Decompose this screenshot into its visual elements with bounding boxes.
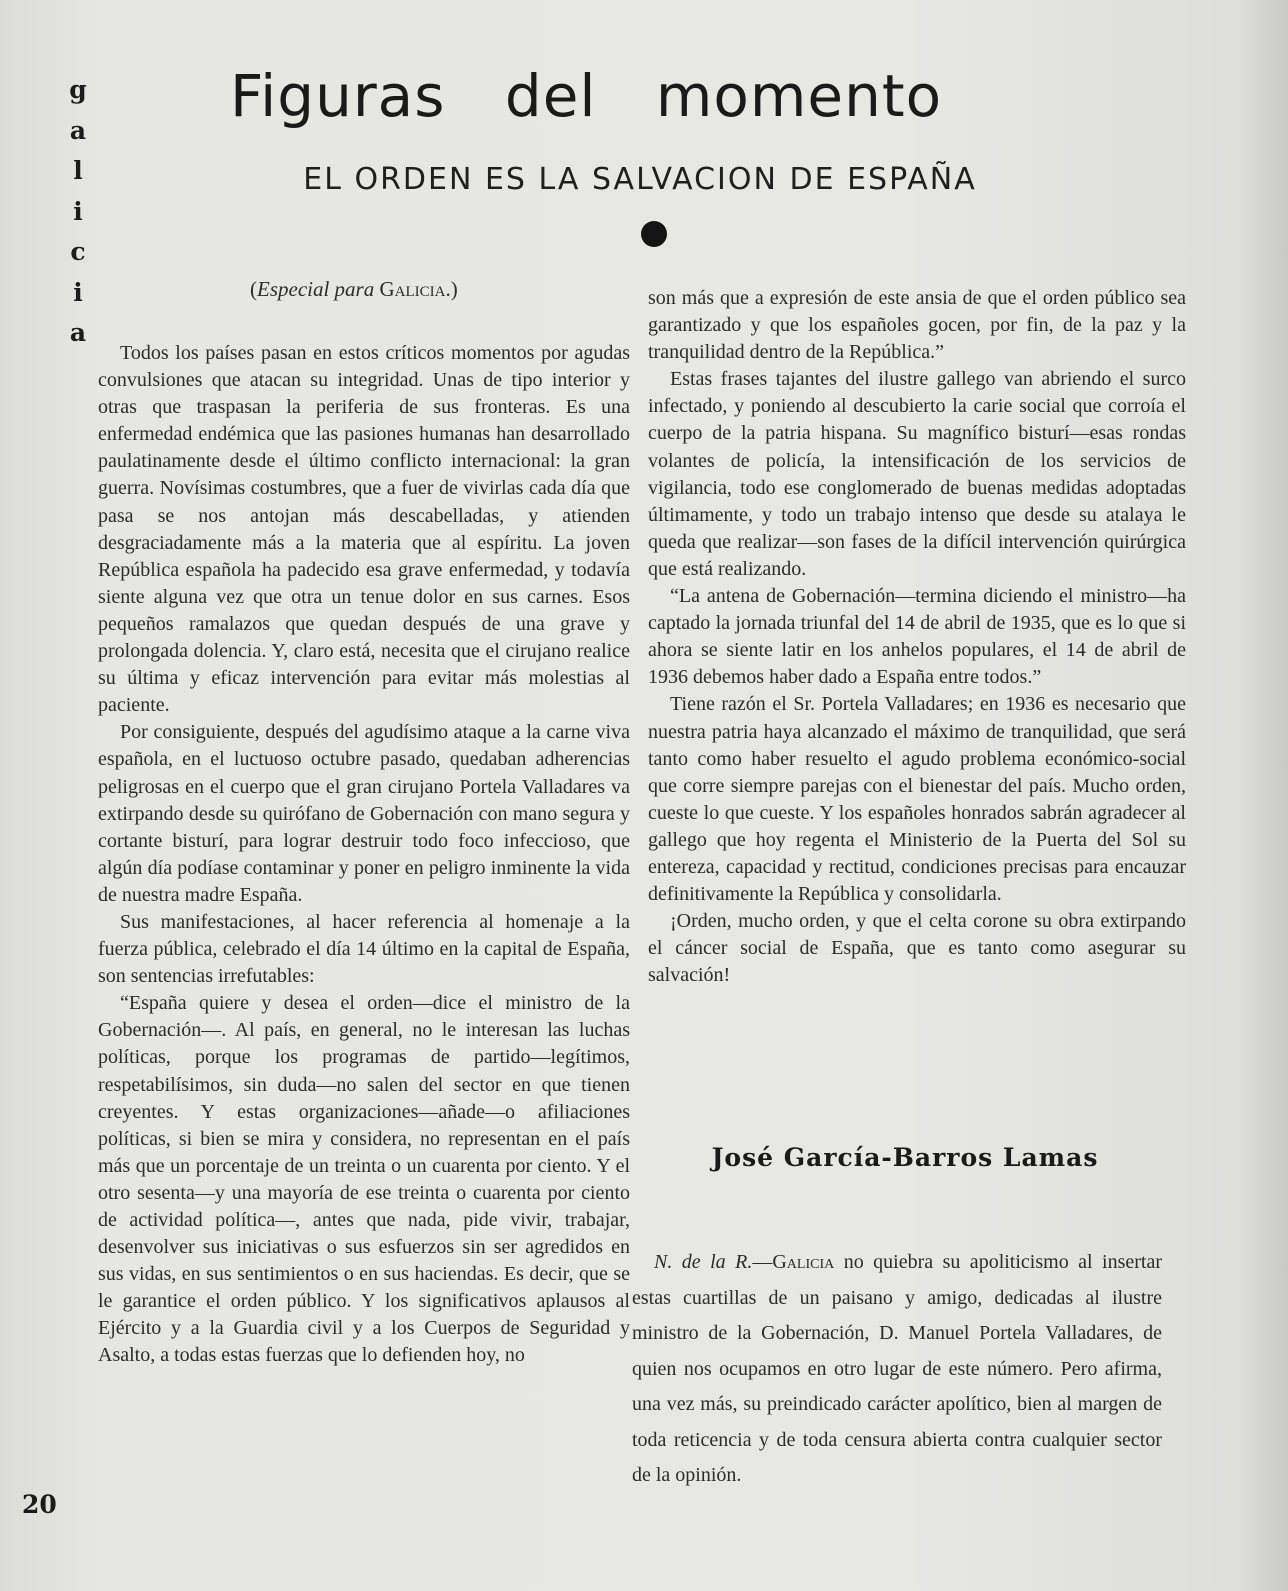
article-paragraph: son más que a expresión de este ansia de que el orden público sea garantizado y que los españoles gocen, por fin, de la paz y la tranquilidad dentro de la República.” [648, 287, 1186, 364]
masthead-letter: g [69, 75, 87, 104]
vertical-masthead [64, 70, 92, 354]
article-paragraph: “España quiere y desea el orden—dice el ministro de la Gobernación—. Al país, en general, no le interesan las luchas políticas, porque los programas de partido—legítimos, respetabilísimos, sin duda—no salen del sector en que tienen creyentes. Y estas organizaciones—añade—o afiliaciones políticas, si bien se mira y considera, no representan en el país más que un porcentaje de un treinta o un cuarenta por ciento. Y el otro sesenta—y una mayoría de ese treinta o cuarenta por ciento de actividad política—, antes que nada, pide vivir, trabajar, desenvolver sus iniciativas o sus esfuerzos sin ser agredidos en sus vidas, en sus sentimientos o en sus haciendas. Es decir, que se le garantice el orden público. Y los significativos aplausos al Ejército y a la Guardia civil y a los Cuerpos de Seguridad y Asalto, a todas estas fuerzas que lo defienden hoy, no [98, 992, 630, 1367]
dateline: (Especial para Galicia.) [250, 277, 458, 301]
editor-note-text: no quiebra su apoliticismo al insertar estas cuartillas de un paisano y amigo, dedicadas al ilustre ministro de la Gobernación, D. Manuel Portela Valladares, de quien nos ocupamos en otro lugar de este número. Pero afirma, una vez más, su preindicado carácter apolítico, bien al margen de toda reticencia y de toda censura abierta contra cualquier sector de la opinión. [632, 1251, 1162, 1486]
article-column-right [648, 285, 1186, 989]
author-signature: José García-Barros Lamas [711, 1143, 1099, 1172]
editor-note-label: N. de la R. [654, 1251, 753, 1273]
article-paragraph: Tiene razón el Sr. Portela Valladares; en 1936 es necesario que nuestra patria haya alcanzado el máximo de tranquilidad, que será tanto como haber resuelto el agudo problema económico-social que corre siempre parejas con el bienestar del país. Mucho orden, cueste lo que cueste. Y los españoles honrados sabrán agradecer al gallego que hoy regenta el Ministerio de la Puerta del Sol su entereza, capacidad y rectitud, condiciones precisas para encauzar definitivamente la República y consolidarla. [648, 693, 1186, 906]
article-paragraph: “La antena de Gobernación—termina diciendo el ministro—ha captado la jornada triunfal del 14 de abril de 1935, que es lo que si ahora se siente latir en los anhelos populares, el 14 de abril de 1936 debemos haber dado a España entre todos.” [648, 585, 1186, 689]
masthead-letter: l [73, 156, 83, 185]
article-paragraph: Todos los países pasan en estos críticos momentos por agudas convulsiones que atacan su integridad. Unas de tipo interior y otras que traspasan la periferia de sus fronteras. Es una enfermedad endémica que las pasiones humanas han desarrollado paulatinamente desde el último conflicto internacional: la gran guerra. Novísimas costumbres, que a fuer de vivirlas cada día que pasa se nos antojan más descabelladas, y atienden desgraciadamente más a la materia que al espíritu. La joven República española ha padecido esa grave enfermedad, y todavía siente alguna vez que otra un tenue dolor en sus carnes. Esos pequeños ramalazos que quedan después de una grave y prolongada dolencia. Y, claro está, necesita que el cirujano realice su última y eficaz intervención para evitar más molestias al paciente. [98, 342, 630, 717]
article-headline: EL ORDEN ES LA SALVACION DE ESPAÑA [303, 162, 977, 197]
masthead-letter: i [73, 196, 83, 226]
masthead-letter: a [69, 318, 87, 347]
section-title: Figuras del momento [230, 62, 943, 130]
page-number: 20 [22, 1490, 57, 1519]
masthead-letter: a [69, 115, 87, 145]
dateline-italic: Especial para [257, 277, 375, 301]
masthead-letter: i [73, 277, 83, 307]
dateline-publication: Galicia [379, 277, 446, 301]
bullet-ornament [641, 221, 667, 247]
masthead-letter: c [70, 237, 86, 266]
article-paragraph: Por consiguiente, después del agudísimo ataque a la carne viva española, en el luctuoso octubre pasado, quedaban adherencias peligrosas en el cuerpo que el gran cirujano Portela Valladares va extirpando desde su quirófano de Gobernación con mano segura y cortante bisturí, para lograr destruir todo foco infeccioso, que algún día podíase contaminar y poner en peligro inminente la vida de nuestra madre España. [98, 721, 630, 906]
article-paragraph: Sus manifestaciones, al hacer referencia al homenaje a la fuerza pública, celebrado el día 14 último en la capital de España, son sentencias irrefutables: [98, 910, 630, 988]
editor-note: N. de la R.—Galicia no quiebra su apoliticismo al insertar estas cuartillas de un paisano y amigo, dedicadas al ilustre ministro de la Gobernación, D. Manuel Portela Valladares, de quien nos ocupamos en otro lugar de este número. Pero afirma, una vez más, su preindicado carácter apolítico, bien al margen de toda reticencia y de toda censura abierta contra cualquier sector de la opinión. [632, 1251, 1162, 1486]
article-paragraph: Estas frases tajantes del ilustre gallego van abriendo el surco infectado, y poniendo al descubierto la carie social que corroía el cuerpo de la patria hispana. Su magnífico bisturí—esas rondas volantes de policía, la intensificación de los servicios de vigilancia, todo ese conglomerado de buenas medidas adoptadas últimamente, y todo un trabajo intenso que desde su atalaya le queda que realizar—son fases de la difícil intervención quirúrgica que está realizando. [648, 368, 1186, 580]
editor-note-publication: Galicia [772, 1251, 835, 1273]
article-paragraph: ¡Orden, mucho orden, y que el celta corone su obra extirpando el cáncer social de España, que es tanto como asegurar su salvación! [648, 910, 1186, 987]
article-column-left [98, 340, 630, 1370]
